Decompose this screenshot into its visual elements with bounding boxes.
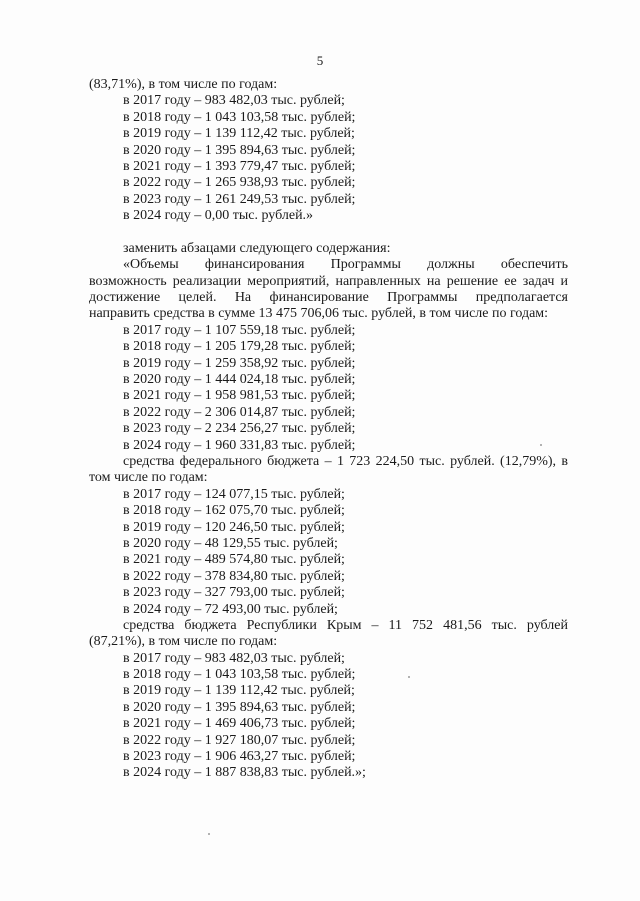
year-line: в 2024 году – 1 960 331,83 тыс. рублей; (123, 437, 356, 453)
intro-line: направить средства в сумме 13 475 706,06 тыс. рублей, в том числе по годам: (89, 306, 549, 322)
year-line: в 2018 году – 1 043 103,58 тыс. рублей; (123, 109, 356, 125)
year-line: в 2017 году – 983 482,03 тыс. рублей; (123, 650, 345, 666)
intro-line: достижение целей. На финансирование Программы предполагается (89, 290, 568, 306)
year-line: в 2020 году – 1 395 894,63 тыс. рублей; (123, 142, 356, 158)
year-line: в 2023 году – 327 793,00 тыс. рублей; (123, 585, 345, 601)
year-line: в 2022 году – 2 306 014,87 тыс. рублей; (123, 404, 356, 420)
year-line: в 2021 году – 1 393 779,47 тыс. рублей; (123, 158, 356, 174)
year-line: в 2019 году – 120 246,50 тыс. рублей; (123, 519, 345, 535)
year-line: в 2018 году – 1 043 103,58 тыс. рублей; (123, 667, 356, 683)
crimea-budget-line: средства бюджета Республики Крым – 11 752 481,56 тыс. рублей (123, 617, 568, 633)
year-line: в 2019 году – 1 259 358,92 тыс. рублей; (123, 355, 356, 371)
year-line: в 2022 году – 1 265 938,93 тыс. рублей; (123, 175, 356, 191)
intro-line: возможность реализации мероприятий, направленных на решение ее задач и (89, 273, 568, 289)
year-line: в 2024 году – 0,00 тыс. рублей.» (123, 208, 314, 224)
year-line: в 2019 году – 1 139 112,42 тыс. рублей; (123, 683, 355, 699)
federal-budget-line: средства федерального бюджета – 1 723 224,50 тыс. рублей. (12,79%), в (123, 453, 568, 469)
year-line: в 2019 году – 1 139 112,42 тыс. рублей; (123, 126, 355, 142)
year-line: в 2017 году – 124 077,15 тыс. рублей; (123, 486, 345, 502)
page-number: 5 (316, 53, 324, 68)
year-line: в 2023 году – 1 906 463,27 тыс. рублей; (123, 749, 356, 765)
block1-intro: (83,71%), в том числе по годам: (89, 77, 278, 92)
scan-speck (408, 676, 410, 678)
year-line: в 2018 году – 1 205 179,28 тыс. рублей; (123, 339, 356, 355)
year-line: в 2024 году – 1 887 838,83 тыс. рублей.»; (123, 765, 366, 781)
year-line: в 2024 году – 72 493,00 тыс. рублей; (123, 601, 338, 617)
year-line: в 2020 году – 1 395 894,63 тыс. рублей; (123, 699, 356, 715)
year-line: в 2021 году – 489 574,80 тыс. рублей; (123, 552, 345, 568)
scan-speck (208, 833, 210, 835)
year-line: в 2021 году – 1 469 406,73 тыс. рублей; (123, 716, 356, 732)
year-line: в 2020 году – 1 444 024,18 тыс. рублей; (123, 372, 356, 388)
year-line: в 2020 году – 48 129,55 тыс. рублей; (123, 535, 338, 551)
crimea-budget-line: (87,21%), в том числе по годам: (89, 634, 278, 650)
year-line: в 2017 году – 1 107 559,18 тыс. рублей; (123, 322, 356, 338)
year-line: в 2017 году – 983 482,03 тыс. рублей; (123, 93, 345, 109)
year-line: в 2021 году – 1 958 981,53 тыс. рублей; (123, 388, 356, 404)
scan-speck (540, 444, 542, 446)
federal-budget-line: том числе по годам: (89, 470, 208, 486)
year-line: в 2023 году – 2 234 256,27 тыс. рублей; (123, 421, 356, 437)
intro-line: «Объемы финансирования Программы должны обеспечить (123, 257, 568, 273)
year-line: в 2018 году – 162 075,70 тыс. рублей; (123, 503, 345, 519)
replace-note: заменить абзацами следующего содержания: (123, 240, 391, 256)
year-line: в 2023 году – 1 261 249,53 тыс. рублей; (123, 191, 356, 207)
document-body (89, 77, 568, 782)
year-line: в 2022 году – 1 927 180,07 тыс. рублей; (123, 732, 356, 748)
year-line: в 2022 году – 378 834,80 тыс. рублей; (123, 568, 345, 584)
paragraph-gap (89, 225, 568, 241)
